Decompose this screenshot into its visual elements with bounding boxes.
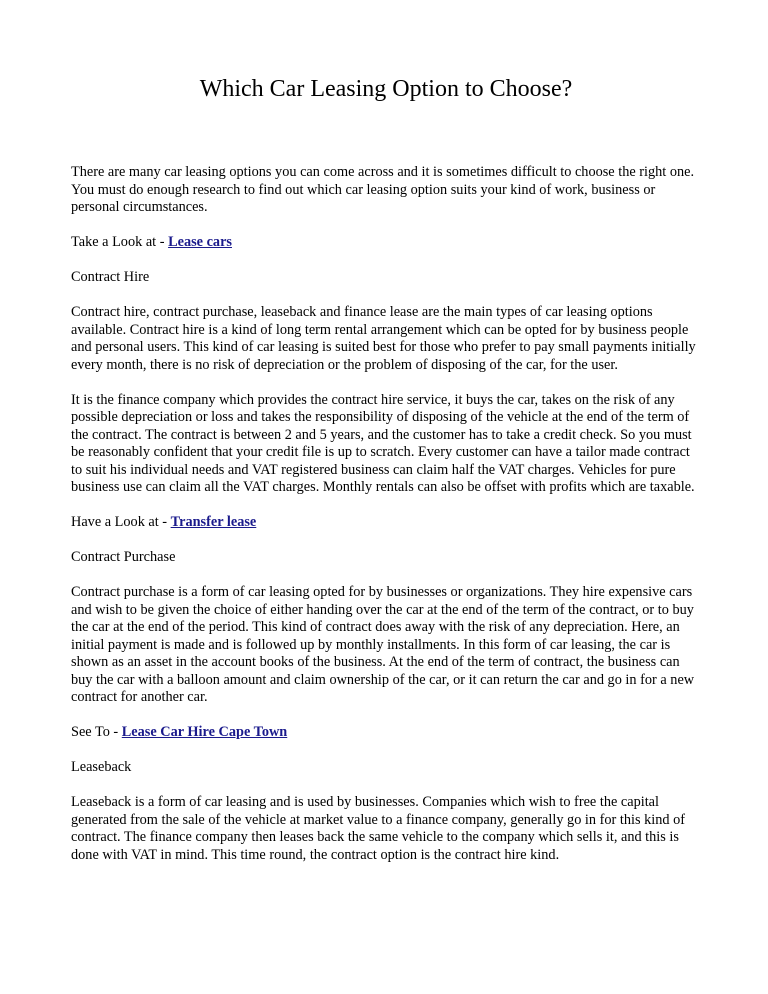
contract-hire-paragraph-2: It is the finance company which provides the contract hire service, it buys the car, takes on the risk of any possible depreciation or loss and takes the responsibility of disposing of the vehicle at the end of the term of the contract. The contract is between 2 and 5 years, and the customer has to take a credit check. So you must be reasonably confident that your credit file is up to scratch. Every customer can have a tailor made contract to suit his individual needs and VAT registered business can claim half the VAT charges. Vehicles for pure business use can claim all the VAT charges. Monthly rentals can also be offset with profits which are taxable. bbox=[71, 391, 695, 495]
transfer-lease-link[interactable]: Transfer lease bbox=[170, 514, 257, 530]
transfer-lease-line bbox=[71, 514, 701, 532]
document-title: Which Car Leasing Option to Choose? bbox=[199, 76, 573, 102]
contract-hire-heading: Contract Hire bbox=[71, 269, 150, 285]
cape-town-line bbox=[71, 724, 701, 742]
document-page bbox=[71, 72, 701, 882]
leaseback-heading: Leaseback bbox=[71, 759, 132, 775]
contract-purchase-heading: Contract Purchase bbox=[71, 549, 176, 565]
lease-car-hire-cape-town-link[interactable]: Lease Car Hire Cape Town bbox=[121, 724, 288, 740]
contract-purchase-paragraph: Contract purchase is a form of car leasing opted for by businesses or organizations. They hire expensive cars and wish to be given the choice of either handing over the car at the end of the term of the contract, or to buy the car at the end of the period. This kind of contract does away with the risk of any depreciation. Here, an initial payment is made and is followed up by monthly installments. In this form of car leasing, the car is shown as an asset in the account books of the business. At the end of the term of contract, the business can buy the car with a balloon amount and claim ownership of the car, or it can return the car and go in for a new contract for another car. bbox=[71, 584, 695, 705]
lease-cars-line bbox=[71, 234, 701, 252]
intro-paragraph: There are many car leasing options you can come across and it is sometimes difficult to choose the right one. You must do enough research to find out which car leasing option suits your kind of work, business or personal circumstances. bbox=[71, 164, 695, 215]
lease-cars-link[interactable]: Lease cars bbox=[168, 234, 232, 250]
cape-town-prefix: See To - bbox=[71, 724, 122, 740]
leaseback-paragraph: Leaseback is a form of car leasing and is used by businesses. Companies which wish to free the capital generated from the sale of the vehicle at market value to a finance company, generally go in for this kind of contract. The finance company then leases back the same vehicle to the company which sells it, and this is done with VAT in mind. This time round, the contract option is the contract hire kind. bbox=[71, 794, 685, 863]
transfer-lease-prefix: Have a Look at - bbox=[71, 514, 171, 530]
contract-hire-paragraph-1: Contract hire, contract purchase, leaseback and finance lease are the main types of car leasing options available. Contract hire is a kind of long term rental arrangement which can be opted for by business people and personal users. This kind of car leasing is suited best for those who prefer to pay small payments initially every month, there is no risk of depreciation or the problem of disposing of the car, for the user. bbox=[71, 304, 696, 373]
lease-cars-prefix: Take a Look at - bbox=[71, 234, 169, 250]
